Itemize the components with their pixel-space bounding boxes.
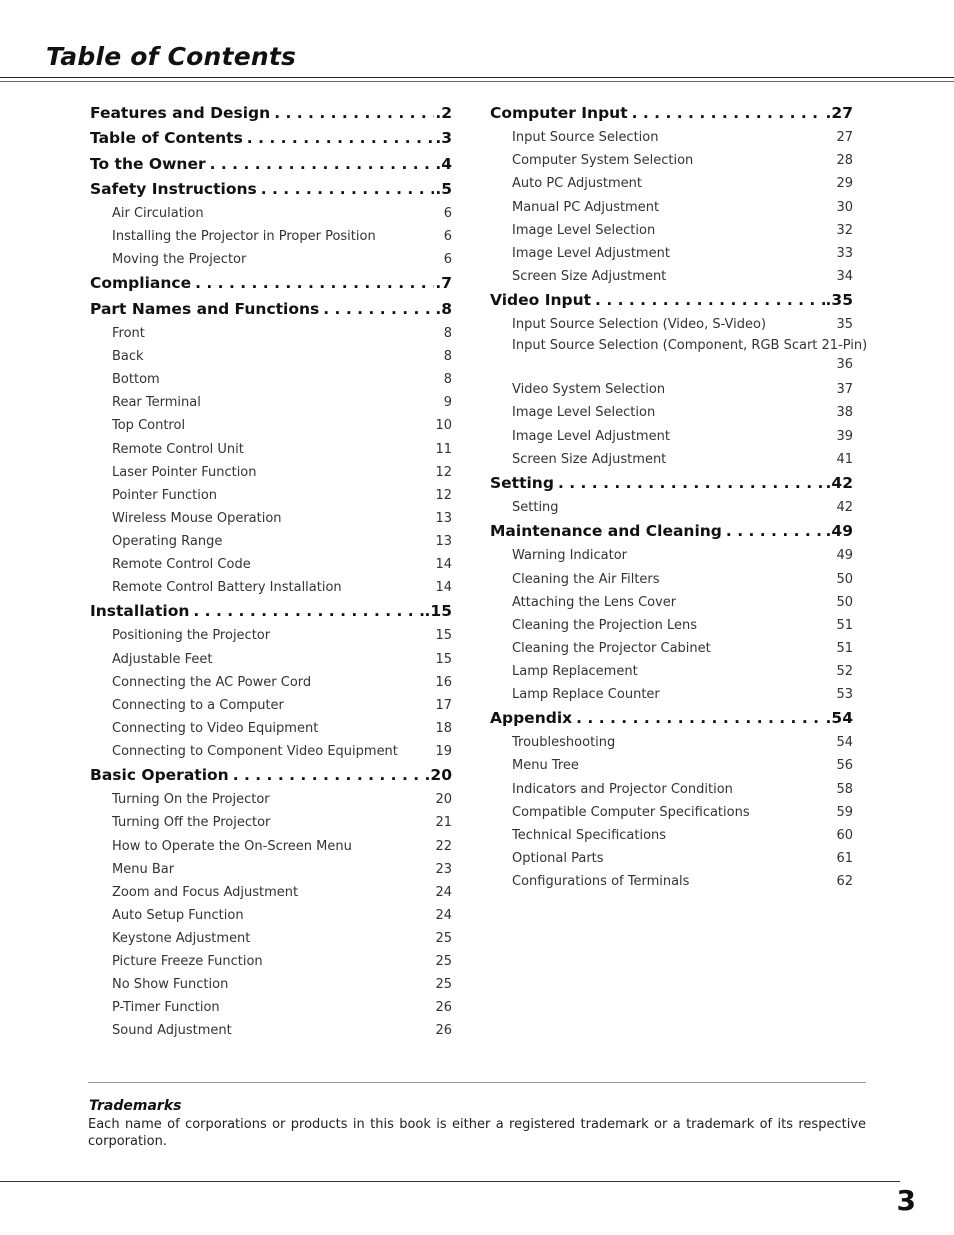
toc-item-page: 52 (836, 663, 853, 679)
toc-item-label: Keystone Adjustment (112, 930, 251, 946)
toc-section-heading[interactable] (490, 101, 853, 126)
toc-section (90, 126, 452, 151)
toc-item-page: 15 (435, 628, 452, 644)
toc-item-page: 49 (836, 548, 853, 564)
toc-section-page: .20 (424, 766, 452, 785)
toc-item-label: Remote Control Unit (112, 441, 244, 457)
toc-item-page: 12 (435, 464, 452, 480)
toc-item[interactable] (490, 754, 853, 777)
toc-item-label: Image Level Adjustment (512, 428, 670, 444)
toc-item-page: 42 (836, 500, 853, 516)
toc-item[interactable] (90, 996, 452, 1019)
toc-item-label: Connecting to Video Equipment (112, 720, 319, 736)
toc-section-heading[interactable] (490, 706, 853, 731)
toc-item-label: Image Level Selection (512, 405, 656, 421)
toc-item-label: Laser Pointer Function (112, 464, 257, 480)
toc-item[interactable] (490, 401, 853, 424)
footer-rule (0, 1181, 900, 1182)
dot-leader (632, 101, 825, 126)
toc-item-page: 23 (435, 861, 452, 877)
toc-item-list (490, 313, 868, 470)
toc-item-page: 24 (435, 907, 452, 923)
toc-item-page: 11 (435, 441, 452, 457)
toc-item-list (90, 322, 452, 599)
toc-item-label: Turning On the Projector (112, 792, 270, 808)
toc-item-label: Troubleshooting (512, 735, 616, 751)
toc-item-page: 27 (836, 130, 853, 146)
toc-item[interactable] (490, 126, 853, 149)
toc-item-label: Input Source Selection (512, 130, 659, 146)
toc-item-page: 22 (435, 838, 452, 854)
toc-item-label: Setting (512, 500, 559, 516)
toc-item[interactable] (490, 313, 853, 336)
toc-item-page: 6 (443, 252, 452, 268)
toc-item-label: Screen Size Adjustment (512, 451, 667, 467)
toc-item-page: 36 (836, 357, 853, 373)
dot-leader (233, 763, 424, 788)
toc-item-list (90, 788, 452, 1042)
toc-item[interactable] (490, 731, 853, 754)
toc-section-heading[interactable] (490, 471, 853, 496)
toc-item-label: Operating Range (112, 533, 223, 549)
toc-section (90, 177, 452, 272)
toc-item-label: Zoom and Focus Adjustment (112, 884, 299, 900)
toc-section-page: .3 (435, 129, 452, 148)
toc-item-label: P-Timer Function (112, 1000, 220, 1016)
toc-item[interactable] (90, 648, 452, 671)
toc-item[interactable] (490, 172, 853, 195)
toc-item-label: Cleaning the Projection Lens (512, 617, 698, 633)
toc-item-label: Computer System Selection (512, 153, 694, 169)
toc-item[interactable] (490, 448, 853, 471)
toc-item-page: 28 (836, 153, 853, 169)
toc-item[interactable] (490, 496, 853, 519)
toc-item[interactable] (90, 391, 452, 414)
page-title: Table of Contents (46, 42, 297, 71)
dot-leader (193, 599, 423, 624)
toc-item-label: Configurations of Terminals (512, 873, 690, 889)
toc-item-label: Image Level Adjustment (512, 245, 670, 261)
toc-item[interactable] (490, 683, 853, 706)
toc-item-page: 34 (836, 268, 853, 284)
toc-item-page: 53 (836, 686, 853, 702)
toc-item[interactable] (490, 196, 853, 219)
toc-item-list (490, 544, 853, 706)
toc-item-label: Menu Tree (512, 758, 579, 774)
toc-section-title: Table of Contents (90, 129, 243, 148)
toc-item-page: 13 (435, 533, 452, 549)
toc-item-page: 8 (443, 326, 452, 342)
toc-item-page: 35 (836, 317, 853, 333)
toc-section-page: .49 (825, 522, 853, 541)
toc-item-label: Air Circulation (112, 206, 204, 222)
toc-section-page: .8 (435, 299, 452, 318)
toc-item-label: Installing the Projector in Proper Position (112, 229, 376, 245)
dot-leader (726, 519, 825, 544)
toc-item-label: Bottom (112, 372, 160, 388)
toc-item-page: 19 (435, 743, 452, 759)
toc-item-label: Cleaning the Air Filters (512, 571, 660, 587)
toc-item-label: Lamp Replacement (512, 663, 638, 679)
toc-item[interactable] (90, 248, 452, 271)
toc-item-label: Top Control (112, 418, 186, 434)
header-rule-thin (0, 81, 954, 82)
toc-item-label: Optional Parts (512, 850, 604, 866)
toc-item-page: 41 (836, 451, 853, 467)
dot-leader (274, 101, 434, 126)
toc-item-page: 20 (435, 792, 452, 808)
toc-item-label: Remote Control Battery Installation (112, 580, 342, 596)
toc-item-label: Connecting to a Computer (112, 697, 284, 713)
toc-item-label: Moving the Projector (112, 252, 247, 268)
toc-section-title: Appendix (490, 709, 573, 728)
toc-item-label: Warning Indicator (512, 548, 628, 564)
trademarks-text: Each name of corporations or products in this book is either a registered trademark or a trademark of its respective corporation. (88, 1117, 866, 1149)
toc-item-page: 51 (836, 640, 853, 656)
toc-item-label: Sound Adjustment (112, 1023, 232, 1039)
toc-item-page: 54 (836, 735, 853, 751)
toc-item[interactable] (90, 881, 452, 904)
toc-item-page: 8 (443, 372, 452, 388)
toc-item[interactable] (90, 322, 452, 345)
toc-item-label: Image Level Selection (512, 222, 656, 238)
toc-item[interactable] (90, 788, 452, 811)
toc-item[interactable] (90, 973, 452, 996)
toc-item-page: 9 (443, 395, 452, 411)
toc-section-heading[interactable] (90, 177, 452, 202)
toc-item-label: Wireless Mouse Operation (112, 510, 282, 526)
toc-item-label: Connecting the AC Power Cord (112, 674, 312, 690)
toc-item-label: Auto PC Adjustment (512, 176, 642, 192)
toc-item[interactable] (90, 507, 452, 530)
toc-item-label: Rear Terminal (112, 395, 201, 411)
toc-right-column (490, 101, 868, 893)
toc-item[interactable] (490, 870, 853, 893)
toc-item-label: Input Source Selection (Video, S-Video) (512, 317, 767, 333)
toc-item[interactable] (90, 904, 452, 927)
toc-item[interactable] (90, 927, 452, 950)
toc-item-list (490, 126, 853, 288)
toc-item-label: Front (112, 326, 145, 342)
toc-item-page: 12 (435, 487, 452, 503)
toc-section (490, 471, 853, 519)
toc-item-label: Attaching the Lens Cover (512, 594, 677, 610)
toc-section-title: Installation (90, 602, 190, 621)
toc-item[interactable] (90, 835, 452, 858)
toc-item[interactable] (490, 824, 853, 847)
toc-item-label: Screen Size Adjustment (512, 268, 667, 284)
toc-section-title: Computer Input (490, 104, 628, 122)
toc-section-page: .15 (424, 602, 452, 621)
toc-section (90, 599, 452, 763)
toc-item[interactable] (490, 149, 853, 172)
toc-item-page: 32 (836, 222, 853, 238)
toc-item-page: 14 (435, 580, 452, 596)
toc-item-label: Compatible Computer Specifications (512, 804, 750, 820)
toc-section-title: Maintenance and Cleaning (490, 522, 722, 541)
toc-item[interactable] (90, 671, 452, 694)
toc-section-page: .27 (825, 104, 853, 122)
dot-leader (558, 471, 825, 496)
toc-item-page: 21 (435, 815, 452, 831)
toc-item-page: 18 (435, 720, 452, 736)
toc-item[interactable] (90, 438, 452, 461)
trademarks-title: Trademarks (89, 1098, 182, 1114)
toc-section-title: Features and Design (90, 104, 271, 122)
toc-section-page: .35 (825, 290, 853, 309)
toc-item-page: 39 (836, 428, 853, 444)
toc-item-page: 15 (435, 651, 452, 667)
toc-item[interactable] (490, 378, 853, 401)
dot-leader (210, 152, 435, 177)
toc-section (490, 101, 853, 288)
toc-item-label: Menu Bar (112, 861, 175, 877)
dot-leader (576, 706, 824, 731)
toc-item-page: 58 (836, 781, 853, 797)
toc-section-heading[interactable] (90, 297, 452, 322)
toc-item[interactable] (90, 694, 452, 717)
toc-item-page: 33 (836, 245, 853, 261)
trademarks-divider (88, 1082, 866, 1083)
toc-item[interactable] (490, 568, 853, 591)
toc-item-page: 56 (836, 758, 853, 774)
toc-section (90, 297, 452, 599)
toc-item-page: 30 (836, 199, 853, 215)
toc-item[interactable] (490, 591, 853, 614)
toc-item-page: 50 (836, 594, 853, 610)
toc-item-page: 8 (443, 349, 452, 365)
toc-item[interactable] (490, 614, 853, 637)
toc-section-heading[interactable] (490, 519, 853, 544)
toc-section (90, 152, 452, 177)
toc-item[interactable] (90, 345, 452, 368)
toc-item-label: Turning Off the Projector (112, 815, 271, 831)
toc-section-title: Basic Operation (90, 766, 229, 785)
toc-item-page: 51 (836, 617, 853, 633)
toc-item-label: Indicators and Projector Condition (512, 781, 733, 797)
toc-item[interactable] (90, 368, 452, 391)
toc-section-heading[interactable] (90, 271, 452, 296)
toc-item[interactable] (90, 950, 452, 973)
toc-item-label: Positioning the Projector (112, 628, 271, 644)
toc-section-heading[interactable] (90, 126, 452, 151)
toc-section-page: .7 (435, 274, 452, 293)
dot-leader (595, 288, 825, 313)
toc-section-page: .42 (825, 473, 853, 492)
toc-section-heading[interactable] (90, 763, 452, 788)
toc-item-label: Cleaning the Projector Cabinet (512, 640, 711, 656)
toc-section (490, 519, 853, 706)
toc-section-heading[interactable] (90, 152, 452, 177)
toc-item-page: 38 (836, 405, 853, 421)
toc-item-label: Technical Specifications (512, 827, 667, 843)
toc-item-page: 13 (435, 510, 452, 526)
toc-item-page: 62 (836, 873, 853, 889)
page-number: 3 (896, 1184, 916, 1217)
toc-item-label: Connecting to Component Video Equipment (112, 743, 398, 759)
toc-item-label: No Show Function (112, 977, 229, 993)
dot-leader (323, 297, 434, 322)
toc-item[interactable] (90, 624, 452, 647)
toc-item-list (490, 731, 853, 893)
toc-item-page: 25 (435, 954, 452, 969)
toc-item-list (90, 624, 452, 763)
toc-item[interactable] (90, 461, 452, 484)
toc-item-page: 6 (443, 206, 452, 222)
toc-item-page: 29 (836, 176, 853, 192)
toc-item-label: Picture Freeze Function (112, 954, 263, 969)
dot-leader (261, 177, 435, 202)
toc-item[interactable] (490, 660, 853, 683)
toc-item-page: 16 (435, 674, 452, 690)
toc-item-page: 14 (435, 557, 452, 572)
toc-item-page: 25 (435, 977, 452, 993)
toc-item-page: 17 (435, 697, 452, 713)
toc-section-title: To the Owner (90, 154, 206, 173)
toc-item-label: Input Source Selection (Component, RGB Scart 21-Pin) (512, 338, 868, 354)
toc-item[interactable] (490, 336, 868, 378)
toc-section-title: Safety Instructions (90, 179, 257, 198)
toc-section-page: .54 (825, 709, 853, 728)
toc-item-page: 37 (836, 382, 853, 398)
toc-item-label: Lamp Replace Counter (512, 686, 660, 702)
toc-item[interactable] (90, 530, 452, 553)
toc-item[interactable] (90, 717, 452, 740)
toc-item-page: 10 (435, 418, 452, 434)
toc-item-page: 26 (435, 1023, 452, 1039)
toc-section-title: Video Input (490, 290, 592, 309)
toc-item-label: Back (112, 349, 144, 365)
toc-item-page: 50 (836, 571, 853, 587)
toc-item[interactable] (490, 242, 853, 265)
toc-item[interactable] (90, 740, 452, 763)
toc-section-heading[interactable] (90, 599, 452, 624)
toc-item[interactable] (490, 219, 853, 242)
toc-item[interactable] (490, 425, 853, 448)
toc-item[interactable] (490, 847, 853, 870)
toc-item-label: How to Operate the On-Screen Menu (112, 838, 352, 854)
toc-item-label: Auto Setup Function (112, 907, 244, 923)
toc-section-title: Compliance (90, 274, 192, 293)
toc-item-list (90, 202, 452, 271)
toc-item[interactable] (90, 1019, 452, 1042)
toc-item-label: Remote Control Code (112, 557, 251, 572)
toc-item[interactable] (490, 637, 853, 660)
toc-section-page: .4 (435, 154, 452, 173)
header-rule (0, 77, 954, 78)
toc-section-title: Part Names and Functions (90, 299, 320, 318)
toc-item[interactable] (90, 858, 452, 881)
toc-item[interactable] (90, 553, 452, 576)
toc-left-column (90, 101, 452, 1042)
toc-item-label: Manual PC Adjustment (512, 199, 660, 215)
toc-section-heading[interactable] (490, 288, 853, 313)
toc-section (90, 763, 452, 1042)
toc-item[interactable] (90, 811, 452, 834)
dot-leader (247, 126, 435, 151)
toc-section-page: .5 (435, 179, 452, 198)
toc-item[interactable] (90, 414, 452, 437)
toc-section-title: Setting (490, 473, 554, 492)
toc-item-label: Video System Selection (512, 382, 666, 398)
toc-section (90, 271, 452, 296)
toc-item[interactable] (90, 484, 452, 507)
toc-item-page: 59 (836, 804, 853, 820)
toc-section (490, 288, 868, 471)
dot-leader (195, 271, 434, 296)
toc-item-label: Adjustable Feet (112, 651, 213, 667)
toc-section (490, 706, 853, 893)
toc-section-heading[interactable] (90, 101, 452, 126)
toc-item[interactable] (490, 801, 853, 824)
toc-item[interactable] (90, 576, 452, 599)
toc-item-page: 60 (836, 827, 853, 843)
toc-item-label: Pointer Function (112, 487, 218, 503)
toc-item[interactable] (490, 265, 853, 288)
toc-section (90, 101, 452, 126)
toc-item[interactable] (490, 544, 853, 567)
toc-item-page: 24 (435, 884, 452, 900)
toc-section-page: .2 (435, 104, 452, 122)
toc-item-page: 61 (836, 850, 853, 866)
toc-item[interactable] (490, 778, 853, 801)
toc-item[interactable] (90, 225, 452, 248)
toc-item-list (490, 496, 853, 519)
toc-item-page: 26 (435, 1000, 452, 1016)
toc-item-page: 25 (435, 930, 452, 946)
toc-item-page: 6 (443, 229, 452, 245)
toc-item[interactable] (90, 202, 452, 225)
